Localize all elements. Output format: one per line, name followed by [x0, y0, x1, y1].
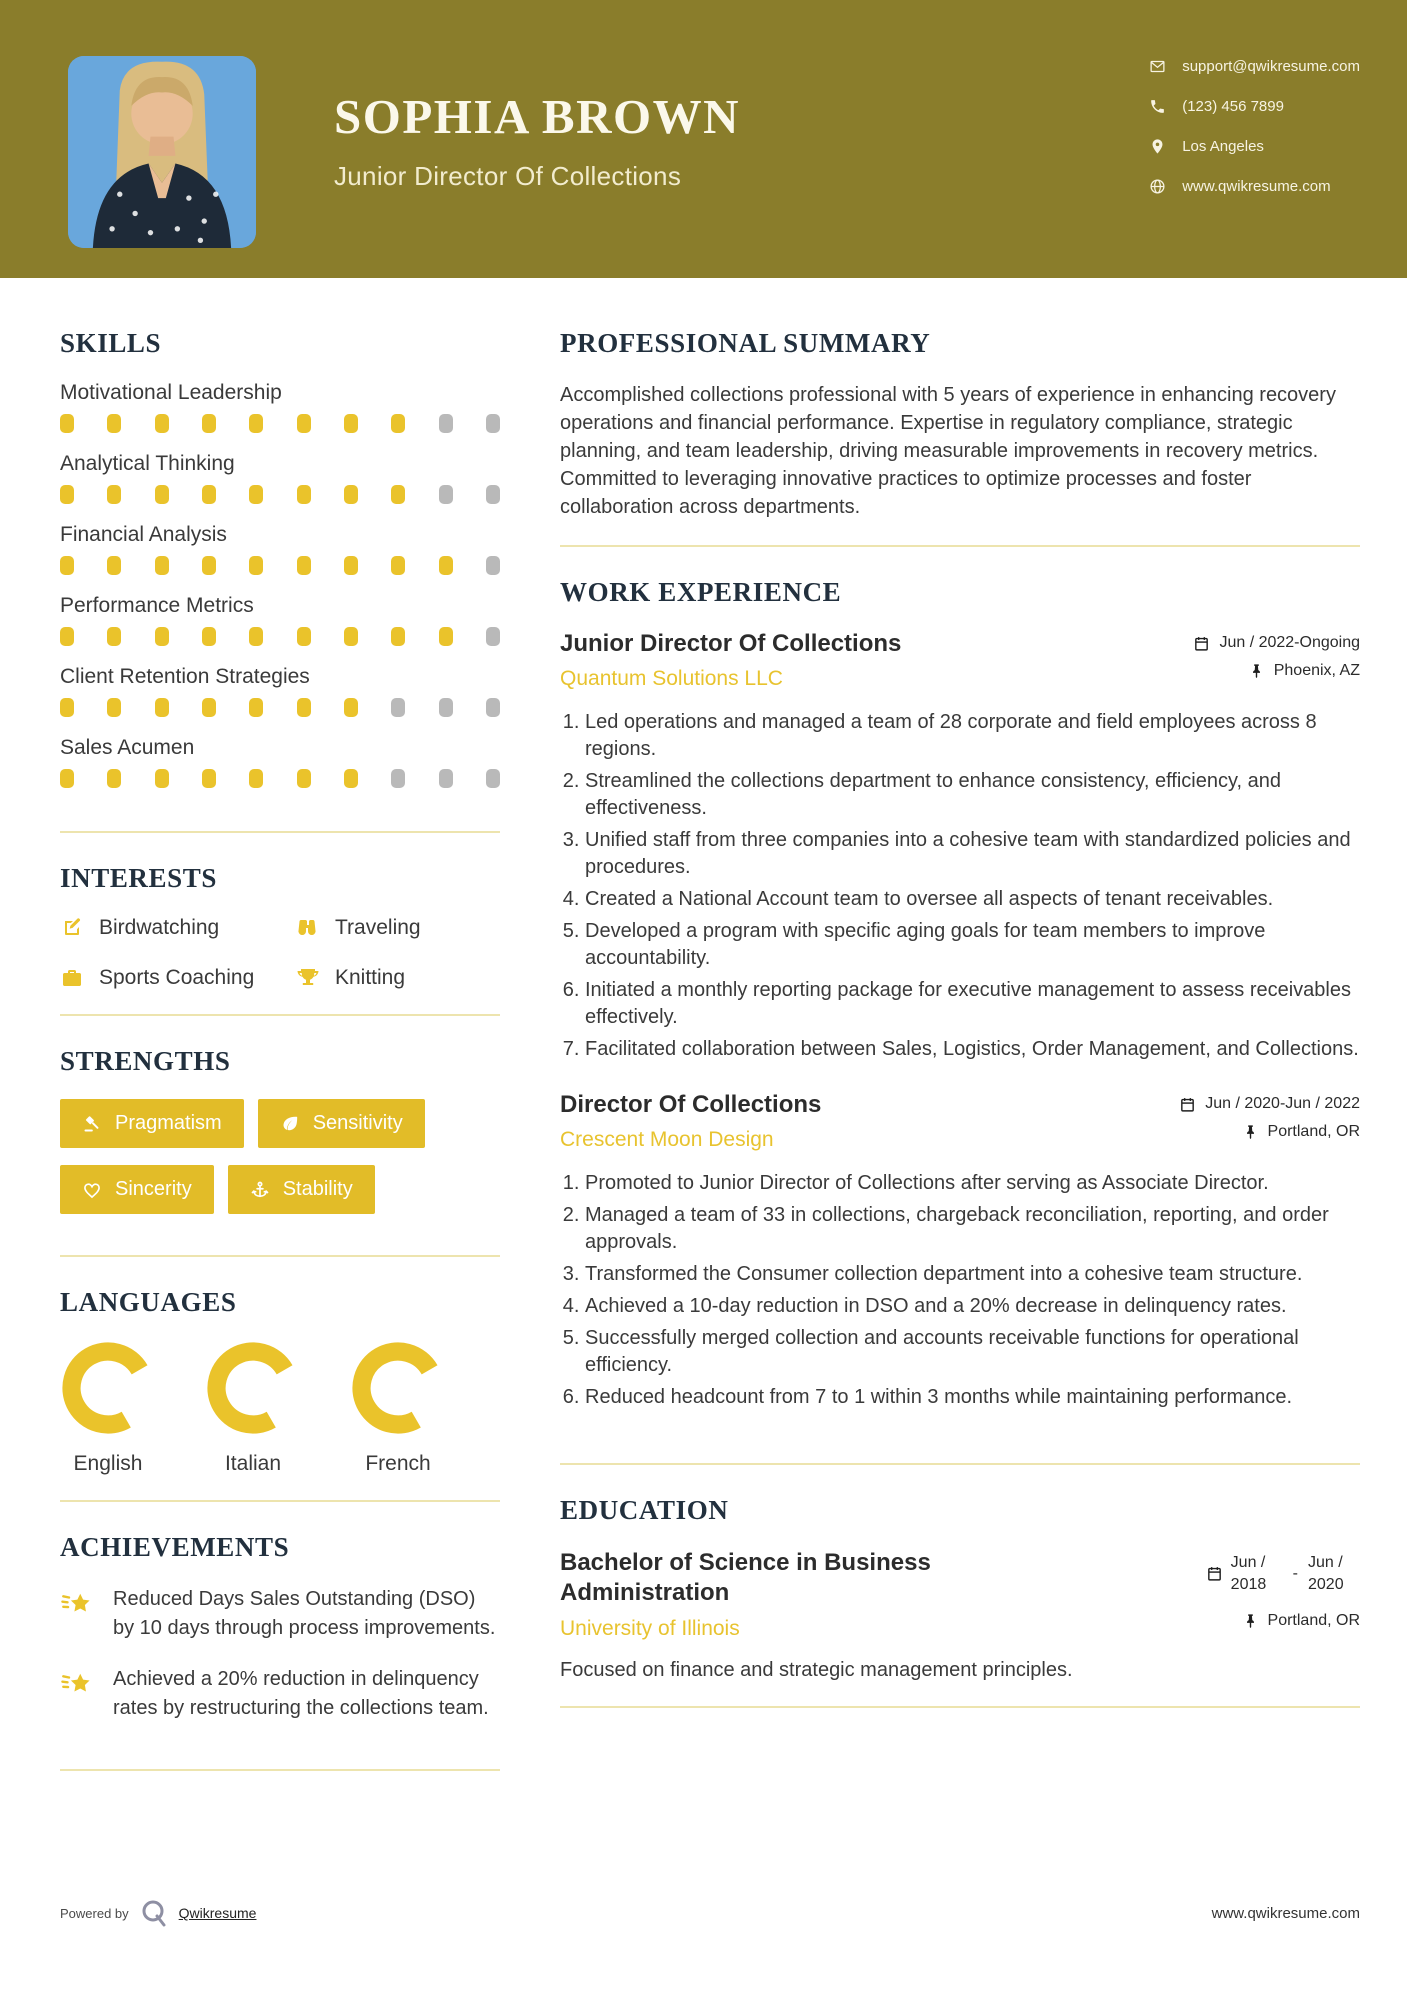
- education-location-text: Portland, OR: [1267, 1612, 1360, 1629]
- strengths-list: [60, 1099, 500, 1231]
- anchor-icon: [250, 1180, 270, 1200]
- skill-rating: [60, 556, 500, 575]
- skill-item: [60, 452, 500, 504]
- rating-dot-filled: [107, 485, 121, 504]
- rating-dot-filled: [439, 556, 453, 575]
- job-title: Director Of Collections: [560, 1091, 822, 1118]
- sidebar: [60, 328, 500, 1801]
- skill-label: Performance Metrics: [60, 594, 254, 617]
- rating-dot-filled: [297, 698, 311, 717]
- job-entry: [560, 1091, 1360, 1411]
- phone-icon: [1149, 98, 1166, 115]
- job-bullet: 1. Promoted to Junior Director of Collections after serving as Associate Director.: [585, 1170, 1360, 1197]
- footer: [60, 1898, 1360, 1928]
- company-name: Quantum Solutions LLC: [560, 667, 783, 690]
- rating-dot-filled: [202, 627, 216, 646]
- rating-dot-filled: [155, 627, 169, 646]
- summary-text: Accomplished collections professional with 5 years of experience in enhancing recovery operations and financial performance. Expertise in regulatory compliance, strategic planning, and team leadership, driving measurable improvements in recovery metrics. Committed to leveraging innovative practices to optimize processes and foster collaboration across departments.: [560, 384, 1336, 518]
- rating-dot-filled: [344, 485, 358, 504]
- header: [0, 0, 1407, 278]
- education-school-row: [560, 1608, 1360, 1641]
- job-title-row: [560, 1091, 1360, 1119]
- language-item: [205, 1340, 301, 1476]
- job-bullet-list: [560, 709, 1360, 1063]
- rating-dot-filled: [249, 556, 263, 575]
- interest-item: [296, 966, 500, 990]
- education-end-date: Jun / 2020: [1308, 1554, 1344, 1593]
- summary-heading: PROFESSIONAL SUMMARY: [560, 328, 931, 358]
- experience-heading: WORK EXPERIENCE: [560, 577, 842, 607]
- job-bullet: 2. Streamlined the collections department to enhance consistency, efficiency, and effectiveness.: [585, 768, 1360, 822]
- achievement-text: Achieved a 20% reduction in delinquency rates by restructuring the collections team.: [113, 1668, 489, 1719]
- person-role: Junior Director Of Collections: [334, 161, 682, 191]
- strength-badge: [60, 1165, 214, 1214]
- language-label: English: [73, 1452, 143, 1475]
- achievements-heading: ACHIEVEMENTS: [60, 1532, 290, 1562]
- interest-label: Traveling: [335, 916, 421, 939]
- rating-dot-filled: [391, 556, 405, 575]
- skills-section: [60, 328, 500, 833]
- pushpin-icon: [1248, 663, 1265, 680]
- school-name: University of Illinois: [560, 1617, 740, 1640]
- experience-section: [560, 577, 1360, 1465]
- skill-rating: [60, 769, 500, 788]
- rating-dot-filled: [297, 414, 311, 433]
- education-heading: EDUCATION: [560, 1495, 729, 1525]
- skill-item: [60, 665, 500, 717]
- rating-dot-filled: [202, 769, 216, 788]
- qwikresume-link[interactable]: Qwikresume: [178, 1905, 257, 1921]
- language-label: French: [365, 1452, 431, 1475]
- profile-photo-image: [68, 56, 256, 248]
- rating-dot-filled: [297, 556, 311, 575]
- rating-dot-empty: [486, 485, 500, 504]
- strength-label: Stability: [282, 1178, 353, 1200]
- interest-label: Knitting: [335, 966, 406, 989]
- rating-dot-empty: [391, 769, 405, 788]
- skill-label: Motivational Leadership: [60, 381, 282, 404]
- job-bullet: 3. Unified staff from three companies into a cohesive team with standardized policies and procedures.: [585, 827, 1360, 881]
- interests-list: [60, 916, 500, 990]
- education-start-date: Jun / 2018: [1230, 1554, 1267, 1593]
- strength-badge: [258, 1099, 425, 1148]
- job-bullet: 1. Led operations and managed a team of 28 corporate and field employees across 8 regions.: [585, 709, 1360, 763]
- education-title-row: [560, 1548, 1360, 1608]
- skill-rating: [60, 698, 500, 717]
- qwikresume-logo-icon: [139, 1898, 169, 1928]
- skill-item: [60, 736, 500, 788]
- rating-dot-filled: [391, 414, 405, 433]
- rating-dot-filled: [60, 698, 74, 717]
- rating-dot-filled: [297, 485, 311, 504]
- language-label: Italian: [224, 1452, 282, 1475]
- job-location: [1242, 1123, 1360, 1141]
- strength-label: Sensitivity: [312, 1112, 403, 1134]
- strength-label: Sincerity: [115, 1178, 192, 1200]
- strength-badge: [228, 1165, 375, 1214]
- rating-dot-empty: [486, 769, 500, 788]
- rating-dot-filled: [202, 485, 216, 504]
- achievements-section: [60, 1532, 500, 1771]
- interests-section: [60, 863, 500, 1016]
- rating-dot-empty: [486, 627, 500, 646]
- strength-label: Pragmatism: [115, 1112, 222, 1134]
- profile-photo: [68, 56, 256, 248]
- job-bullet: 2. Managed a team of 33 in collections, chargeback reconciliation, reporting, and order approvals.: [585, 1202, 1360, 1256]
- skill-item: [60, 594, 500, 646]
- strengths-section: [60, 1046, 500, 1257]
- rating-dot-filled: [249, 698, 263, 717]
- globe-icon: [1149, 178, 1166, 195]
- rating-dot-filled: [344, 414, 358, 433]
- pushpin-icon: [1242, 1124, 1259, 1141]
- pencil-edit-icon: [60, 916, 84, 940]
- rating-dot-filled: [107, 627, 121, 646]
- rating-dot-filled: [155, 485, 169, 504]
- rating-dot-empty: [486, 698, 500, 717]
- interests-heading: INTERESTS: [60, 863, 217, 893]
- rating-dot-filled: [297, 769, 311, 788]
- contact-text: www.qwikresume.com: [1182, 178, 1331, 195]
- job-date-text: Jun / 2022-Ongoing: [1219, 634, 1360, 651]
- rating-dot-filled: [107, 414, 121, 433]
- job-dates: [1179, 1095, 1360, 1113]
- powered-by-label: Powered by: [60, 1905, 129, 1921]
- job-bullet: 6. Initiated a monthly reporting package for executive management to assess receivables effectively.: [585, 977, 1360, 1031]
- education-dates: [1206, 1552, 1360, 1595]
- job-location: [1248, 662, 1360, 680]
- rating-dot-empty: [486, 556, 500, 575]
- rating-dot-filled: [391, 485, 405, 504]
- rating-dot-filled: [202, 414, 216, 433]
- rating-dot-filled: [155, 698, 169, 717]
- contact-item: [1149, 138, 1360, 155]
- interest-label: Sports Coaching: [99, 966, 255, 989]
- job-company-row: [560, 658, 1360, 691]
- achievement-text: Reduced Days Sales Outstanding (DSO) by 10 days through process improvements.: [113, 1588, 496, 1639]
- rating-dot-filled: [107, 769, 121, 788]
- skill-label: Sales Acumen: [60, 736, 195, 759]
- calendar-icon: [1179, 1096, 1196, 1113]
- language-item: [350, 1340, 446, 1476]
- job-title: Junior Director Of Collections: [560, 630, 902, 657]
- skill-label: Financial Analysis: [60, 523, 227, 546]
- trophy-icon: [296, 966, 320, 990]
- rating-dot-filled: [249, 414, 263, 433]
- skills-heading: SKILLS: [60, 328, 162, 358]
- rating-dot-empty: [439, 698, 453, 717]
- language-item: [60, 1340, 156, 1476]
- contact-item: [1149, 98, 1360, 115]
- star-icon: [60, 1667, 96, 1703]
- rating-dot-filled: [60, 556, 74, 575]
- language-level-ring: [350, 1340, 446, 1436]
- rating-dot-filled: [60, 769, 74, 788]
- rating-dot-empty: [439, 485, 453, 504]
- job-bullet: 5. Successfully merged collection and accounts receivable functions for operational efficiency.: [585, 1325, 1360, 1379]
- job-bullet: 6. Reduced headcount from 7 to 1 within 3 months while maintaining performance.: [585, 1384, 1360, 1411]
- powered-by: [60, 1898, 256, 1928]
- job-bullet: 7. Facilitated collaboration between Sales, Logistics, Order Management, and Collections.: [585, 1036, 1360, 1063]
- rating-dot-filled: [344, 556, 358, 575]
- job-dates: [1193, 634, 1360, 652]
- job-title-row: [560, 630, 1360, 658]
- job-entry: [560, 630, 1360, 1063]
- rating-dot-filled: [155, 769, 169, 788]
- rating-dot-empty: [391, 698, 405, 717]
- degree-title: Bachelor of Science in Business Administration: [560, 1549, 931, 1606]
- rating-dot-empty: [439, 414, 453, 433]
- rating-dot-filled: [60, 485, 74, 504]
- rating-dot-filled: [249, 627, 263, 646]
- pushpin-icon: [1242, 1613, 1259, 1630]
- rating-dot-filled: [344, 698, 358, 717]
- rating-dot-empty: [486, 414, 500, 433]
- company-name: Crescent Moon Design: [560, 1128, 774, 1151]
- interest-label: Birdwatching: [99, 916, 220, 939]
- gavel-icon: [82, 1114, 102, 1134]
- education-section: [560, 1495, 1360, 1708]
- skill-label: Analytical Thinking: [60, 452, 235, 475]
- contact-text: Los Angeles: [1182, 138, 1264, 155]
- calendar-icon: [1193, 635, 1210, 652]
- job-bullet: 3. Transformed the Consumer collection department into a cohesive team structure.: [585, 1261, 1360, 1288]
- skill-rating: [60, 627, 500, 646]
- job-bullet-list: [560, 1170, 1360, 1411]
- achievement-item: [60, 1665, 500, 1723]
- envelope-icon: [1149, 58, 1166, 75]
- job-date-text: Jun / 2020-Jun / 2022: [1205, 1095, 1360, 1112]
- rating-dot-filled: [297, 627, 311, 646]
- rating-dot-filled: [344, 769, 358, 788]
- summary-section: [560, 328, 1360, 547]
- job-bullet: 4. Achieved a 10-day reduction in DSO and a 20% decrease in delinquency rates.: [585, 1293, 1360, 1320]
- briefcase-icon: [60, 966, 84, 990]
- heart-icon: [82, 1180, 102, 1200]
- skills-list: [60, 381, 500, 788]
- interest-item: [60, 916, 296, 940]
- person-name: SOPHIA BROWN: [334, 89, 740, 144]
- strength-badge: [60, 1099, 244, 1148]
- leaf-icon: [280, 1114, 300, 1134]
- achievement-item: [60, 1585, 500, 1643]
- job-location-text: Portland, OR: [1267, 1123, 1360, 1140]
- skill-rating: [60, 414, 500, 433]
- contact-item[interactable]: [1149, 178, 1360, 195]
- languages-section: [60, 1287, 500, 1502]
- rating-dot-filled: [107, 556, 121, 575]
- languages-list: [60, 1340, 500, 1476]
- rating-dot-filled: [202, 698, 216, 717]
- calendar-icon: [1206, 1565, 1223, 1582]
- body-columns: [0, 278, 1407, 1801]
- language-level-ring: [60, 1340, 156, 1436]
- job-bullet: 5. Developed a program with specific aging goals for team members to improve accountability.: [585, 918, 1360, 972]
- rating-dot-filled: [249, 485, 263, 504]
- interest-item: [296, 916, 500, 940]
- education-location: [1242, 1612, 1360, 1630]
- rating-dot-filled: [60, 414, 74, 433]
- footer-site-url[interactable]: www.qwikresume.com: [1211, 1904, 1360, 1922]
- job-company-row: [560, 1119, 1360, 1152]
- rating-dot-filled: [202, 556, 216, 575]
- skill-rating: [60, 485, 500, 504]
- rating-dot-filled: [391, 627, 405, 646]
- languages-heading: LANGUAGES: [60, 1287, 237, 1317]
- rating-dot-filled: [249, 769, 263, 788]
- rating-dot-filled: [344, 627, 358, 646]
- contact-text: (123) 456 7899: [1182, 98, 1284, 115]
- language-level-ring: [205, 1340, 301, 1436]
- job-location-text: Phoenix, AZ: [1273, 662, 1360, 679]
- strengths-heading: STRENGTHS: [60, 1046, 231, 1076]
- rating-dot-filled: [155, 556, 169, 575]
- star-icon: [60, 1587, 96, 1623]
- rating-dot-filled: [107, 698, 121, 717]
- education-note: Focused on finance and strategic management principles.: [560, 1659, 1073, 1681]
- skill-item: [60, 523, 500, 575]
- rating-dot-filled: [439, 627, 453, 646]
- rating-dot-filled: [60, 627, 74, 646]
- rating-dot-filled: [155, 414, 169, 433]
- achievements-list: [60, 1585, 500, 1723]
- main-column: [560, 328, 1360, 1801]
- binoculars-icon: [296, 916, 320, 940]
- skill-label: Client Retention Strategies: [60, 665, 310, 688]
- location-pin-icon: [1149, 138, 1166, 155]
- interest-item: [60, 966, 296, 990]
- job-bullet: 4. Created a National Account team to oversee all aspects of tenant receivables.: [585, 886, 1360, 913]
- jobs-list: [560, 630, 1360, 1411]
- date-separator: -: [1292, 1564, 1298, 1582]
- skill-item: [60, 381, 500, 433]
- rating-dot-empty: [439, 769, 453, 788]
- contact-list: [1149, 58, 1360, 195]
- contact-item[interactable]: [1149, 58, 1360, 75]
- identity-block: [334, 88, 740, 192]
- contact-text: support@qwikresume.com: [1182, 58, 1360, 75]
